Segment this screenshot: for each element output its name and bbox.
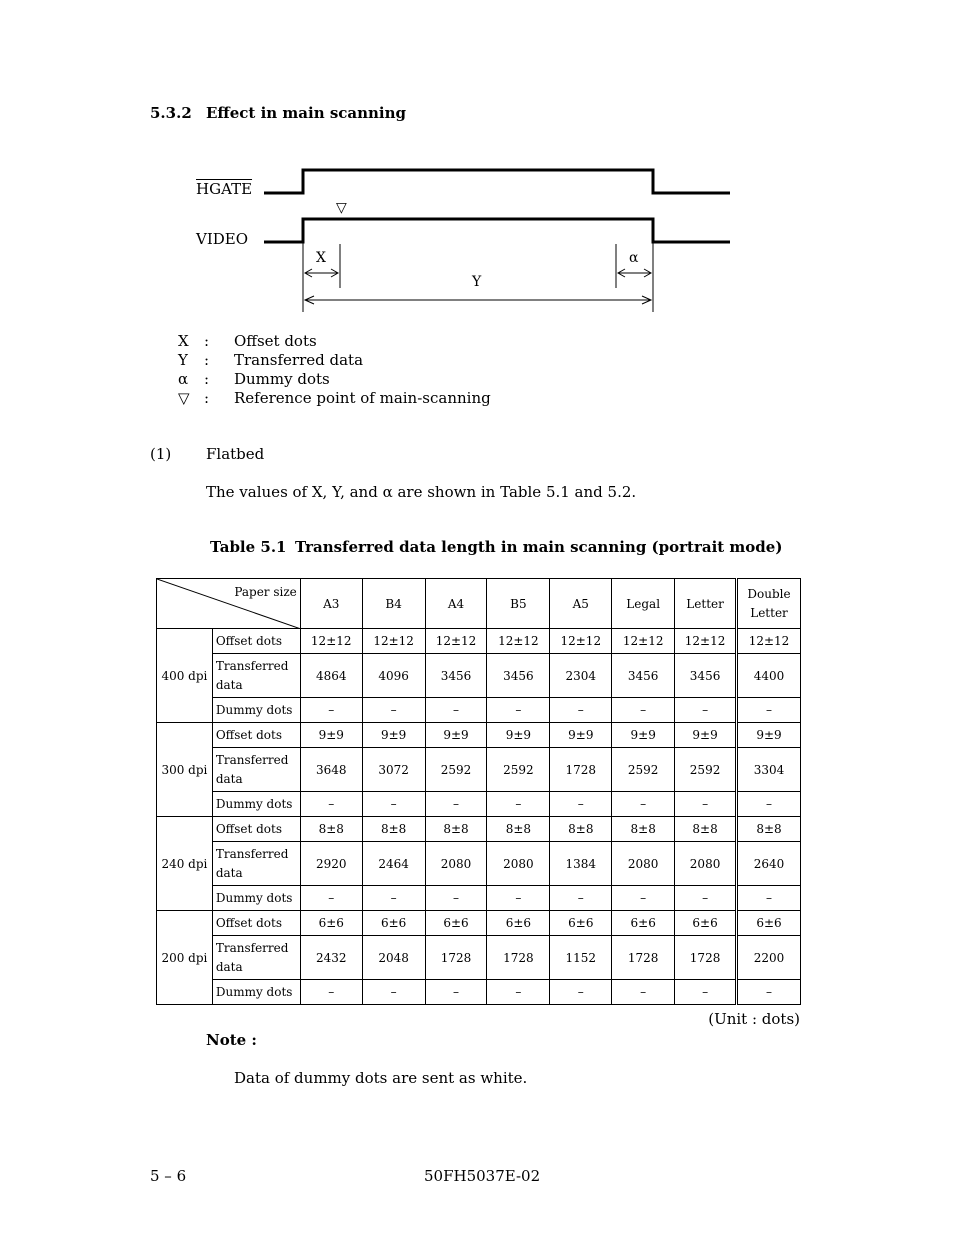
- table-cell: 2080: [425, 842, 487, 886]
- table-cell: 2048: [362, 936, 425, 980]
- table-cell: 6±6: [300, 911, 362, 936]
- dpi-cell: 240 dpi: [157, 817, 213, 911]
- table-cell: 1728: [550, 748, 612, 792]
- table-cell: 12±12: [300, 629, 362, 654]
- row-label: Transferred data: [212, 654, 300, 698]
- note-text: Data of dummy dots are sent as white.: [234, 1069, 528, 1087]
- table-cell: 2304: [550, 654, 612, 698]
- table-cell: –: [612, 792, 675, 817]
- table-cell: 2592: [425, 748, 487, 792]
- row-label: Transferred data: [212, 748, 300, 792]
- data-table: [156, 578, 801, 1005]
- table-cell: –: [550, 792, 612, 817]
- video-label: VIDEO: [196, 230, 249, 248]
- table-cell: 1152: [550, 936, 612, 980]
- hgate-label: HGATE: [196, 180, 253, 198]
- table-row: [157, 748, 801, 792]
- table-cell: –: [362, 980, 425, 1005]
- table-cell: –: [550, 980, 612, 1005]
- table-cell: 1384: [550, 842, 612, 886]
- table-cell: –: [362, 792, 425, 817]
- table-cell: 9±9: [487, 723, 550, 748]
- column-header: A3: [300, 579, 362, 629]
- table-row: [157, 817, 801, 842]
- row-label: Dummy dots: [212, 886, 300, 911]
- table-cell: 2592: [487, 748, 550, 792]
- table-cell: 3304: [737, 748, 801, 792]
- table-cell: 6±6: [425, 911, 487, 936]
- dpi-cell: 300 dpi: [157, 723, 213, 817]
- unit-label: (Unit : dots): [708, 1010, 800, 1028]
- table-cell: 8±8: [300, 817, 362, 842]
- document-id: 50FH5037E-02: [424, 1167, 541, 1185]
- intro-text: The values of X, Y, and α are shown in Table 5.1 and 5.2.: [206, 483, 637, 501]
- table-cell: –: [737, 792, 801, 817]
- table-cell: 12±12: [362, 629, 425, 654]
- column-header: A5: [550, 579, 612, 629]
- table-cell: 2432: [300, 936, 362, 980]
- table-cell: 1728: [425, 936, 487, 980]
- corner-header-cell: [157, 579, 301, 629]
- row-label: Dummy dots: [212, 792, 300, 817]
- table-cell: 8±8: [362, 817, 425, 842]
- column-header: Letter: [675, 579, 737, 629]
- table-cell: –: [737, 886, 801, 911]
- dpi-cell: 400 dpi: [157, 629, 213, 723]
- table-cell: –: [737, 980, 801, 1005]
- page-number: 5 – 6: [150, 1167, 187, 1185]
- table-cell: 1728: [612, 936, 675, 980]
- table-cell: –: [487, 792, 550, 817]
- table-row: [157, 698, 801, 723]
- table-cell: 6±6: [675, 911, 737, 936]
- section-title: Effect in main scanning: [206, 104, 407, 122]
- table-cell: –: [675, 980, 737, 1005]
- table-cell: 2464: [362, 842, 425, 886]
- table-cell: 3456: [675, 654, 737, 698]
- table-cell: 9±9: [362, 723, 425, 748]
- table-row: [157, 792, 801, 817]
- table-cell: 8±8: [550, 817, 612, 842]
- table-cell: –: [300, 980, 362, 1005]
- column-header: B5: [487, 579, 550, 629]
- table-cell: 3456: [425, 654, 487, 698]
- table-cell: 9±9: [550, 723, 612, 748]
- row-label: Offset dots: [212, 911, 300, 936]
- table-cell: 8±8: [612, 817, 675, 842]
- ref-point-symbol: ▽: [336, 200, 347, 216]
- table-row: [157, 911, 801, 936]
- table-cell: 12±12: [487, 629, 550, 654]
- table-cell: 9±9: [425, 723, 487, 748]
- table-cell: –: [300, 698, 362, 723]
- x-label: X: [316, 250, 326, 266]
- table-cell: 2920: [300, 842, 362, 886]
- table-cell: –: [550, 698, 612, 723]
- table-cell: –: [737, 698, 801, 723]
- table-cell: 2640: [737, 842, 801, 886]
- table-cell: –: [675, 886, 737, 911]
- column-header: Legal: [612, 579, 675, 629]
- table-cell: 2200: [737, 936, 801, 980]
- table-cell: 8±8: [425, 817, 487, 842]
- table-row: [157, 842, 801, 886]
- table-row: [157, 629, 801, 654]
- table-cell: –: [425, 980, 487, 1005]
- table-cell: 4400: [737, 654, 801, 698]
- table-cell: 8±8: [737, 817, 801, 842]
- table-cell: 12±12: [550, 629, 612, 654]
- table-cell: 8±8: [487, 817, 550, 842]
- table-title: Table 5.1 Transferred data length in main scanning (portrait mode): [210, 538, 783, 556]
- table-cell: –: [612, 698, 675, 723]
- table-cell: –: [612, 886, 675, 911]
- table-row: [157, 980, 801, 1005]
- table-cell: 4864: [300, 654, 362, 698]
- row-label: Dummy dots: [212, 698, 300, 723]
- table-cell: 9±9: [300, 723, 362, 748]
- table-row: [157, 723, 801, 748]
- table-cell: –: [612, 980, 675, 1005]
- table-cell: –: [675, 792, 737, 817]
- table-cell: 6±6: [737, 911, 801, 936]
- table-cell: 12±12: [737, 629, 801, 654]
- table-cell: –: [300, 886, 362, 911]
- row-label: Offset dots: [212, 723, 300, 748]
- table-cell: –: [362, 886, 425, 911]
- table-cell: –: [425, 792, 487, 817]
- table-header-row: [157, 579, 801, 629]
- corner-label: Paper size: [234, 585, 297, 599]
- section-number: 5.3.2: [150, 104, 192, 122]
- column-header: A4: [425, 579, 487, 629]
- table-cell: 8±8: [675, 817, 737, 842]
- table-cell: –: [487, 980, 550, 1005]
- table-cell: –: [675, 698, 737, 723]
- note-label: Note :: [206, 1031, 257, 1049]
- row-label: Transferred data: [212, 842, 300, 886]
- subsection-number: (1): [150, 445, 172, 463]
- table-cell: 9±9: [612, 723, 675, 748]
- table-cell: 6±6: [550, 911, 612, 936]
- table-cell: 3648: [300, 748, 362, 792]
- dpi-cell: 200 dpi: [157, 911, 213, 1005]
- table-cell: 2080: [487, 842, 550, 886]
- table-cell: 6±6: [362, 911, 425, 936]
- table-cell: 12±12: [425, 629, 487, 654]
- table-cell: –: [300, 792, 362, 817]
- column-header: B4: [362, 579, 425, 629]
- table-cell: 4096: [362, 654, 425, 698]
- table-cell: –: [487, 698, 550, 723]
- table-cell: 3072: [362, 748, 425, 792]
- table-cell: 2080: [675, 842, 737, 886]
- subsection-title: Flatbed: [206, 445, 265, 463]
- row-label: Dummy dots: [212, 980, 300, 1005]
- row-label: Offset dots: [212, 817, 300, 842]
- y-label: Y: [472, 274, 482, 290]
- row-label: Transferred data: [212, 936, 300, 980]
- table-cell: –: [550, 886, 612, 911]
- table-row: [157, 886, 801, 911]
- table-cell: 6±6: [487, 911, 550, 936]
- hgate-waveform: [264, 170, 730, 193]
- table-cell: –: [362, 698, 425, 723]
- table-cell: 9±9: [675, 723, 737, 748]
- table-cell: 12±12: [612, 629, 675, 654]
- table-cell: 1728: [675, 936, 737, 980]
- table-row: [157, 654, 801, 698]
- table-cell: 1728: [487, 936, 550, 980]
- table-cell: 12±12: [675, 629, 737, 654]
- table-cell: 3456: [487, 654, 550, 698]
- table-cell: 2592: [612, 748, 675, 792]
- row-label: Offset dots: [212, 629, 300, 654]
- table-row: [157, 936, 801, 980]
- table-cell: 2080: [612, 842, 675, 886]
- alpha-label: α: [629, 250, 639, 266]
- table-cell: –: [425, 886, 487, 911]
- video-waveform: [264, 219, 730, 242]
- table-cell: –: [487, 886, 550, 911]
- column-header: Double Letter: [737, 579, 801, 629]
- table-cell: 2592: [675, 748, 737, 792]
- table-cell: 9±9: [737, 723, 801, 748]
- table-cell: 3456: [612, 654, 675, 698]
- table-cell: 6±6: [612, 911, 675, 936]
- table-cell: –: [425, 698, 487, 723]
